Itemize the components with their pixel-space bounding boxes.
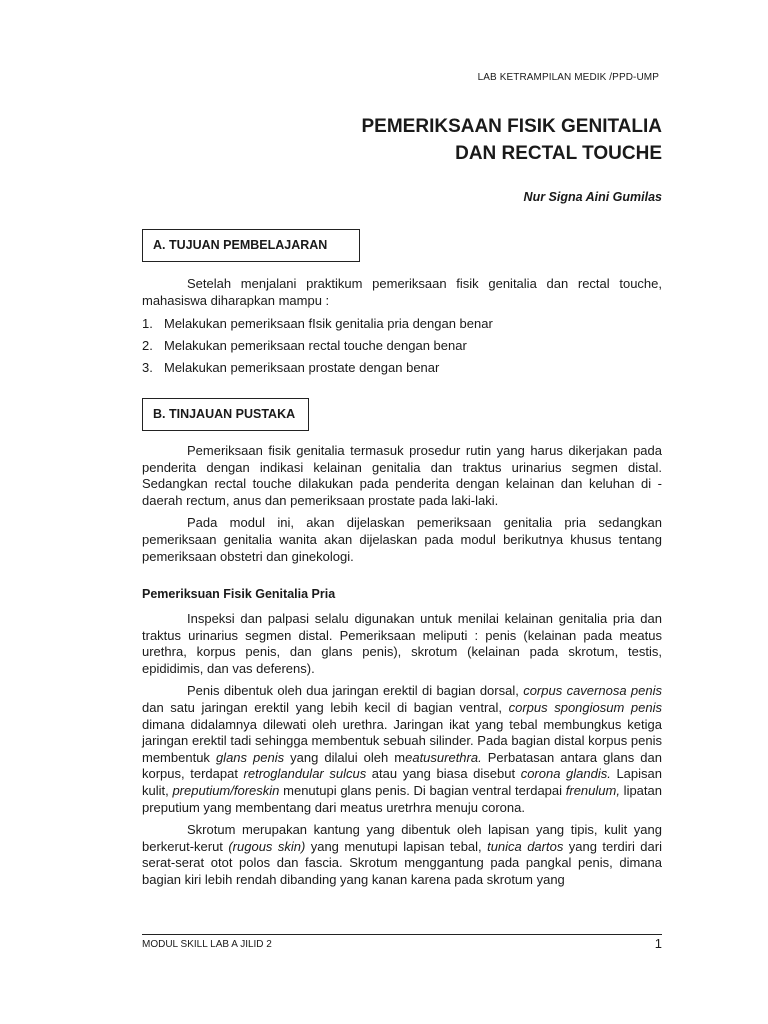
list-item bbox=[142, 357, 662, 379]
title-line-1: PEMERIKSAAN FISIK GENITALIA bbox=[361, 116, 662, 137]
latin-term: eatusurethra. bbox=[405, 749, 482, 765]
text-run: menutupi glans penis. Di bagian ventral terdapai bbox=[279, 782, 566, 798]
latin-term: glans penis bbox=[215, 749, 285, 765]
text-run: yang menutupi lapisan tebal, bbox=[305, 838, 488, 854]
list-item-number: 1. bbox=[142, 316, 153, 331]
footer-module-label: MODUL SKILL LAB A JILID 2 bbox=[142, 939, 272, 950]
paragraph bbox=[142, 683, 662, 816]
latin-term: retroglandular sulcus bbox=[243, 766, 367, 782]
list-item-number: 2. bbox=[142, 338, 153, 353]
subsection-heading: Pemeriksuan Fisik Genitalia Pria bbox=[142, 587, 336, 601]
latin-term: corpus spongiosum penis bbox=[508, 699, 662, 715]
section-b-body bbox=[142, 443, 662, 565]
text-run: yang dilalui oleh m bbox=[284, 749, 406, 765]
text-run: yang terdiri dari serat-serat otot polos dan fascia. Skrotum menggantung pada pangkal penis, dimana bagian kiri lebih rendah dibanding yang kanan karena pada skrotum yang bbox=[142, 838, 662, 887]
latin-term: corona glandis. bbox=[520, 766, 611, 782]
section-b-heading: B. TINJAUAN PUSTAKA bbox=[142, 398, 309, 431]
list-item bbox=[142, 313, 662, 335]
latin-term: frenulum, bbox=[565, 782, 620, 798]
subsection-body bbox=[142, 611, 662, 889]
section-a-intro-text: Setelah menjalani praktikum pemeriksaan fisik genitalia dan rectal touche, mahasiswa diharapkan mampu : bbox=[142, 276, 662, 308]
paragraph: Pemeriksaan fisik genitalia termasuk prosedur rutin yang harus dikerjakan pada penderita dengan indikasi kelainan genitalia dan traktus urinarius segmen distal. Sedangkan rectal touche dilakukan pada penderita dengan kelainan dan keluhan di -daerah rectum, anus dan pemeriksaan prostate pada laki-laki. bbox=[142, 443, 662, 508]
section-a-intro bbox=[142, 276, 662, 309]
text-run: dimana didalamnya dilewati oleh urethra. Jaringan ikat yang tebal membungkus ketiga jaringan erektil tadi sehingga membentuk sebuah silinder. Pada bagian distal korpus penis membentuk bbox=[142, 716, 662, 765]
page-title bbox=[362, 113, 663, 167]
title-line-2: DAN RECTAL TOUCHE bbox=[455, 143, 662, 164]
list-item-text: Melakukan pemeriksaan rectal touche dengan benar bbox=[164, 338, 467, 353]
text-run: atau yang biasa disebut bbox=[366, 766, 521, 782]
running-header: LAB KETRAMPILAN MEDIK /PPD-UMP bbox=[477, 72, 659, 83]
latin-term: (rugous skin) bbox=[228, 838, 306, 854]
text-run: Skrotum merupakan kantung yang dibentuk oleh lapisan yang tipis, kulit yang berkerut-kerut bbox=[142, 822, 662, 854]
list-item bbox=[142, 335, 662, 357]
text-run: Penis dibentuk oleh dua jaringan erektil di bagian dorsal, bbox=[187, 683, 524, 699]
document-page bbox=[142, 0, 662, 1024]
page-number: 1 bbox=[654, 936, 662, 951]
latin-term: corpus cavernosa penis bbox=[523, 683, 662, 699]
objectives-list bbox=[142, 313, 662, 379]
latin-term: preputium/foreskin bbox=[172, 782, 280, 798]
footer-divider bbox=[142, 934, 662, 935]
section-a-heading: A. TUJUAN PEMBELAJARAN bbox=[142, 229, 360, 262]
list-item-text: Melakukan pemeriksaan prostate dengan benar bbox=[164, 360, 440, 375]
text-run: dan satu jaringan erektil yang lebih kecil di bagian ventral, bbox=[142, 699, 509, 715]
text-run: Perbatasan antara glans dan korpus, terdapat bbox=[142, 749, 662, 782]
list-item-text: Melakukan pemeriksaan fIsik genitalia pria dengan benar bbox=[164, 316, 493, 331]
list-item-number: 3. bbox=[142, 360, 153, 375]
paragraph: Inspeksi dan palpasi selalu digunakan untuk menilai kelainan genitalia pria dan traktus urinarius segmen distal. Pemeriksaan meliputi : penis (kelainan pada meatus urethra, korpus penis, dan glans penis), skrotum (kelainan pada skrotum, testis, epididimis, dan vas deferens). bbox=[142, 611, 662, 676]
text-run: Lapisan kulit, bbox=[142, 766, 662, 798]
paragraph bbox=[142, 822, 662, 888]
latin-term: tunica dartos bbox=[487, 838, 564, 854]
author-name: Nur Signa Aini Gumilas bbox=[523, 190, 662, 204]
text-run: lipatan preputium yang membentang dari meatus uretrhra menuju corona. bbox=[142, 782, 662, 815]
paragraph: Pada modul ini, akan dijelaskan pemeriksaan genitalia pria sedangkan pemeriksaan genitalia wanita akan dijelaskan pada modul berikutnya khusus tentang pemeriksaan obstetri dan ginekologi. bbox=[142, 515, 662, 564]
